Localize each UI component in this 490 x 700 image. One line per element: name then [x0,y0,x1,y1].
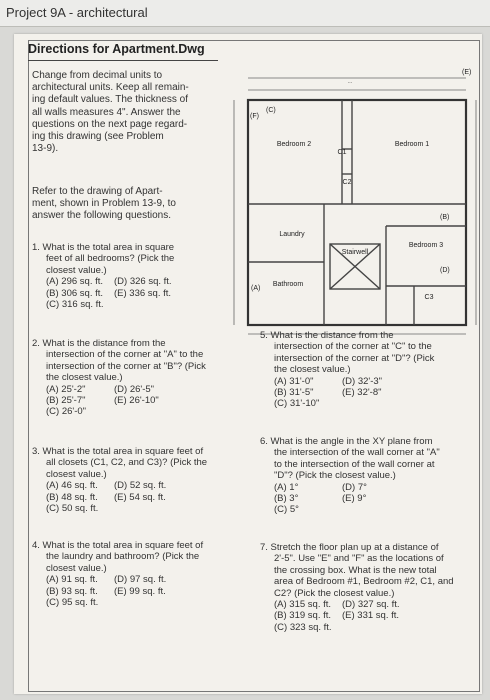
point-b-label: (B) [440,214,450,221]
question-5-options: (A) 31'-0" (D) 32'-3" (B) 31'-5" (E) 32'-8" (C) 31'-10" [274,375,383,410]
question-1-options: (A) 296 sq. ft. (D) 326 sq. ft. (B) 306 sq. ft. (E) 336 sq. ft. (C) 316 sq. ft. [46,276,172,311]
room-label-bedroom1: Bedroom 1 [394,141,430,148]
question-1: 1. What is the total area in square feet of all bedrooms? (Pick the closest value.) (A) 296 sq. ft. (D) 326 sq. ft. (B) 306 sq. ft. (E) 336 sq. ft. (C) 316 sq. ft. [32,242,214,310]
floor-plan-drawing [214,54,482,339]
question-2: 2. What is the distance from the intersection of the corner at "A" to the intersection of the corner at "B"? (Pick the closest value.) (A) 25'-2" (D) 26'-5" (B) 25'-7" (E) 26'-10" (C) 26'-0" [32,338,258,418]
room-label-bedroom3: Bedroom 3 [408,242,444,249]
refer-paragraph: Refer to the drawing of Apart- ment, shown in Problem 13-9, to answer the following questions. [32,186,176,222]
question-5: 5. What is the distance from the intersection of the corner at "C" to the intersection of the corner at "D"? (Pick the closest value.) (A) 31'-0" (D) 32'-3" (B) 31'-5" (E) 32'-8" (C) 31'-10" [260,330,474,410]
question-4: 4. What is the total area in square feet of the laundry and bathroom? (Pick the closest value.) (A) 91 sq. ft. (D) 97 sq. ft. (B) 93 sq. ft. (E) 99 sq. ft. (C) 95 sq. ft. [32,540,258,608]
point-c-label: (C) [266,107,276,114]
page-heading: Directions for Apartment.Dwg [28,42,205,56]
room-label-bedroom2: Bedroom 2 [276,141,312,148]
point-e-label: (E) [462,69,472,76]
question-2-options: (A) 25'-2" (D) 26'-5" (B) 25'-7" (E) 26'-10" (C) 26'-0" [46,383,159,418]
point-a-label: (A) [251,285,261,292]
closet-c1-label: C1 [337,149,347,156]
document-page [14,34,482,694]
window-titlebar [0,0,490,27]
svg-text:···: ··· [347,80,353,86]
question-7: 7. Stretch the floor plan up at a distance of 2'-5". Use "E" and "F" as the locations of the crossing box. What is the new total area of Bedroom #1, Bedroom #2, C1, and C2? (Pick the closest value.) (A) 315 sq. ft. (D) 327 sq. ft. (B) 319 sq. ft. (E) 331 sq. ft. (C) 323 sq. ft. [260,542,474,633]
closet-c2-label: C2 [342,179,352,186]
question-7-options: (A) 315 sq. ft. (D) 327 sq. ft. (B) 319 sq. ft. (E) 331 sq. ft. (C) 323 sq. ft. [274,599,400,633]
question-6-options: (A) 1° (D) 7° (B) 3° (E) 9° (C) 5° [274,481,367,516]
heading-underline [28,60,218,61]
window-title: Project 9A - architectural [6,5,148,20]
room-label-laundry: Laundry [279,231,305,238]
room-label-bathroom: Bathroom [272,281,304,288]
question-4-options: (A) 91 sq. ft. (D) 97 sq. ft. (B) 93 sq. ft. (E) 99 sq. ft. (C) 95 sq. ft. [46,574,167,609]
exterior-wall [248,100,466,325]
room-label-stairwell: Stairwell [341,249,369,256]
question-3: 3. What is the total area in square feet of all closets (C1, C2, and C3)? (Pick the closest value.) (A) 46 sq. ft. (D) 52 sq. ft. (B) 48 sq. ft. (E) 54 sq. ft. (C) 50 sq. ft. [32,446,258,514]
closet-c3-label: C3 [424,294,434,301]
point-d-label: (D) [440,267,450,274]
point-f-label: (F) [250,113,259,120]
question-3-options: (A) 46 sq. ft. (D) 52 sq. ft. (B) 48 sq. ft. (E) 54 sq. ft. (C) 50 sq. ft. [46,480,167,515]
question-6: 6. What is the angle in the XY plane from the intersection of the wall corner at "A" to the intersection of the wall corner at "D"? (Pick the closest value.) (A) 1° (D) 7° (B) 3° (E) 9° (C) 5° [260,436,474,516]
intro-paragraph: Change from decimal units to architectural units. Keep all remain- ing default values. The thickness of all walls measures 4". Answer the questions on the next page regard- ing this drawing (see Problem 13-9). [32,70,189,155]
